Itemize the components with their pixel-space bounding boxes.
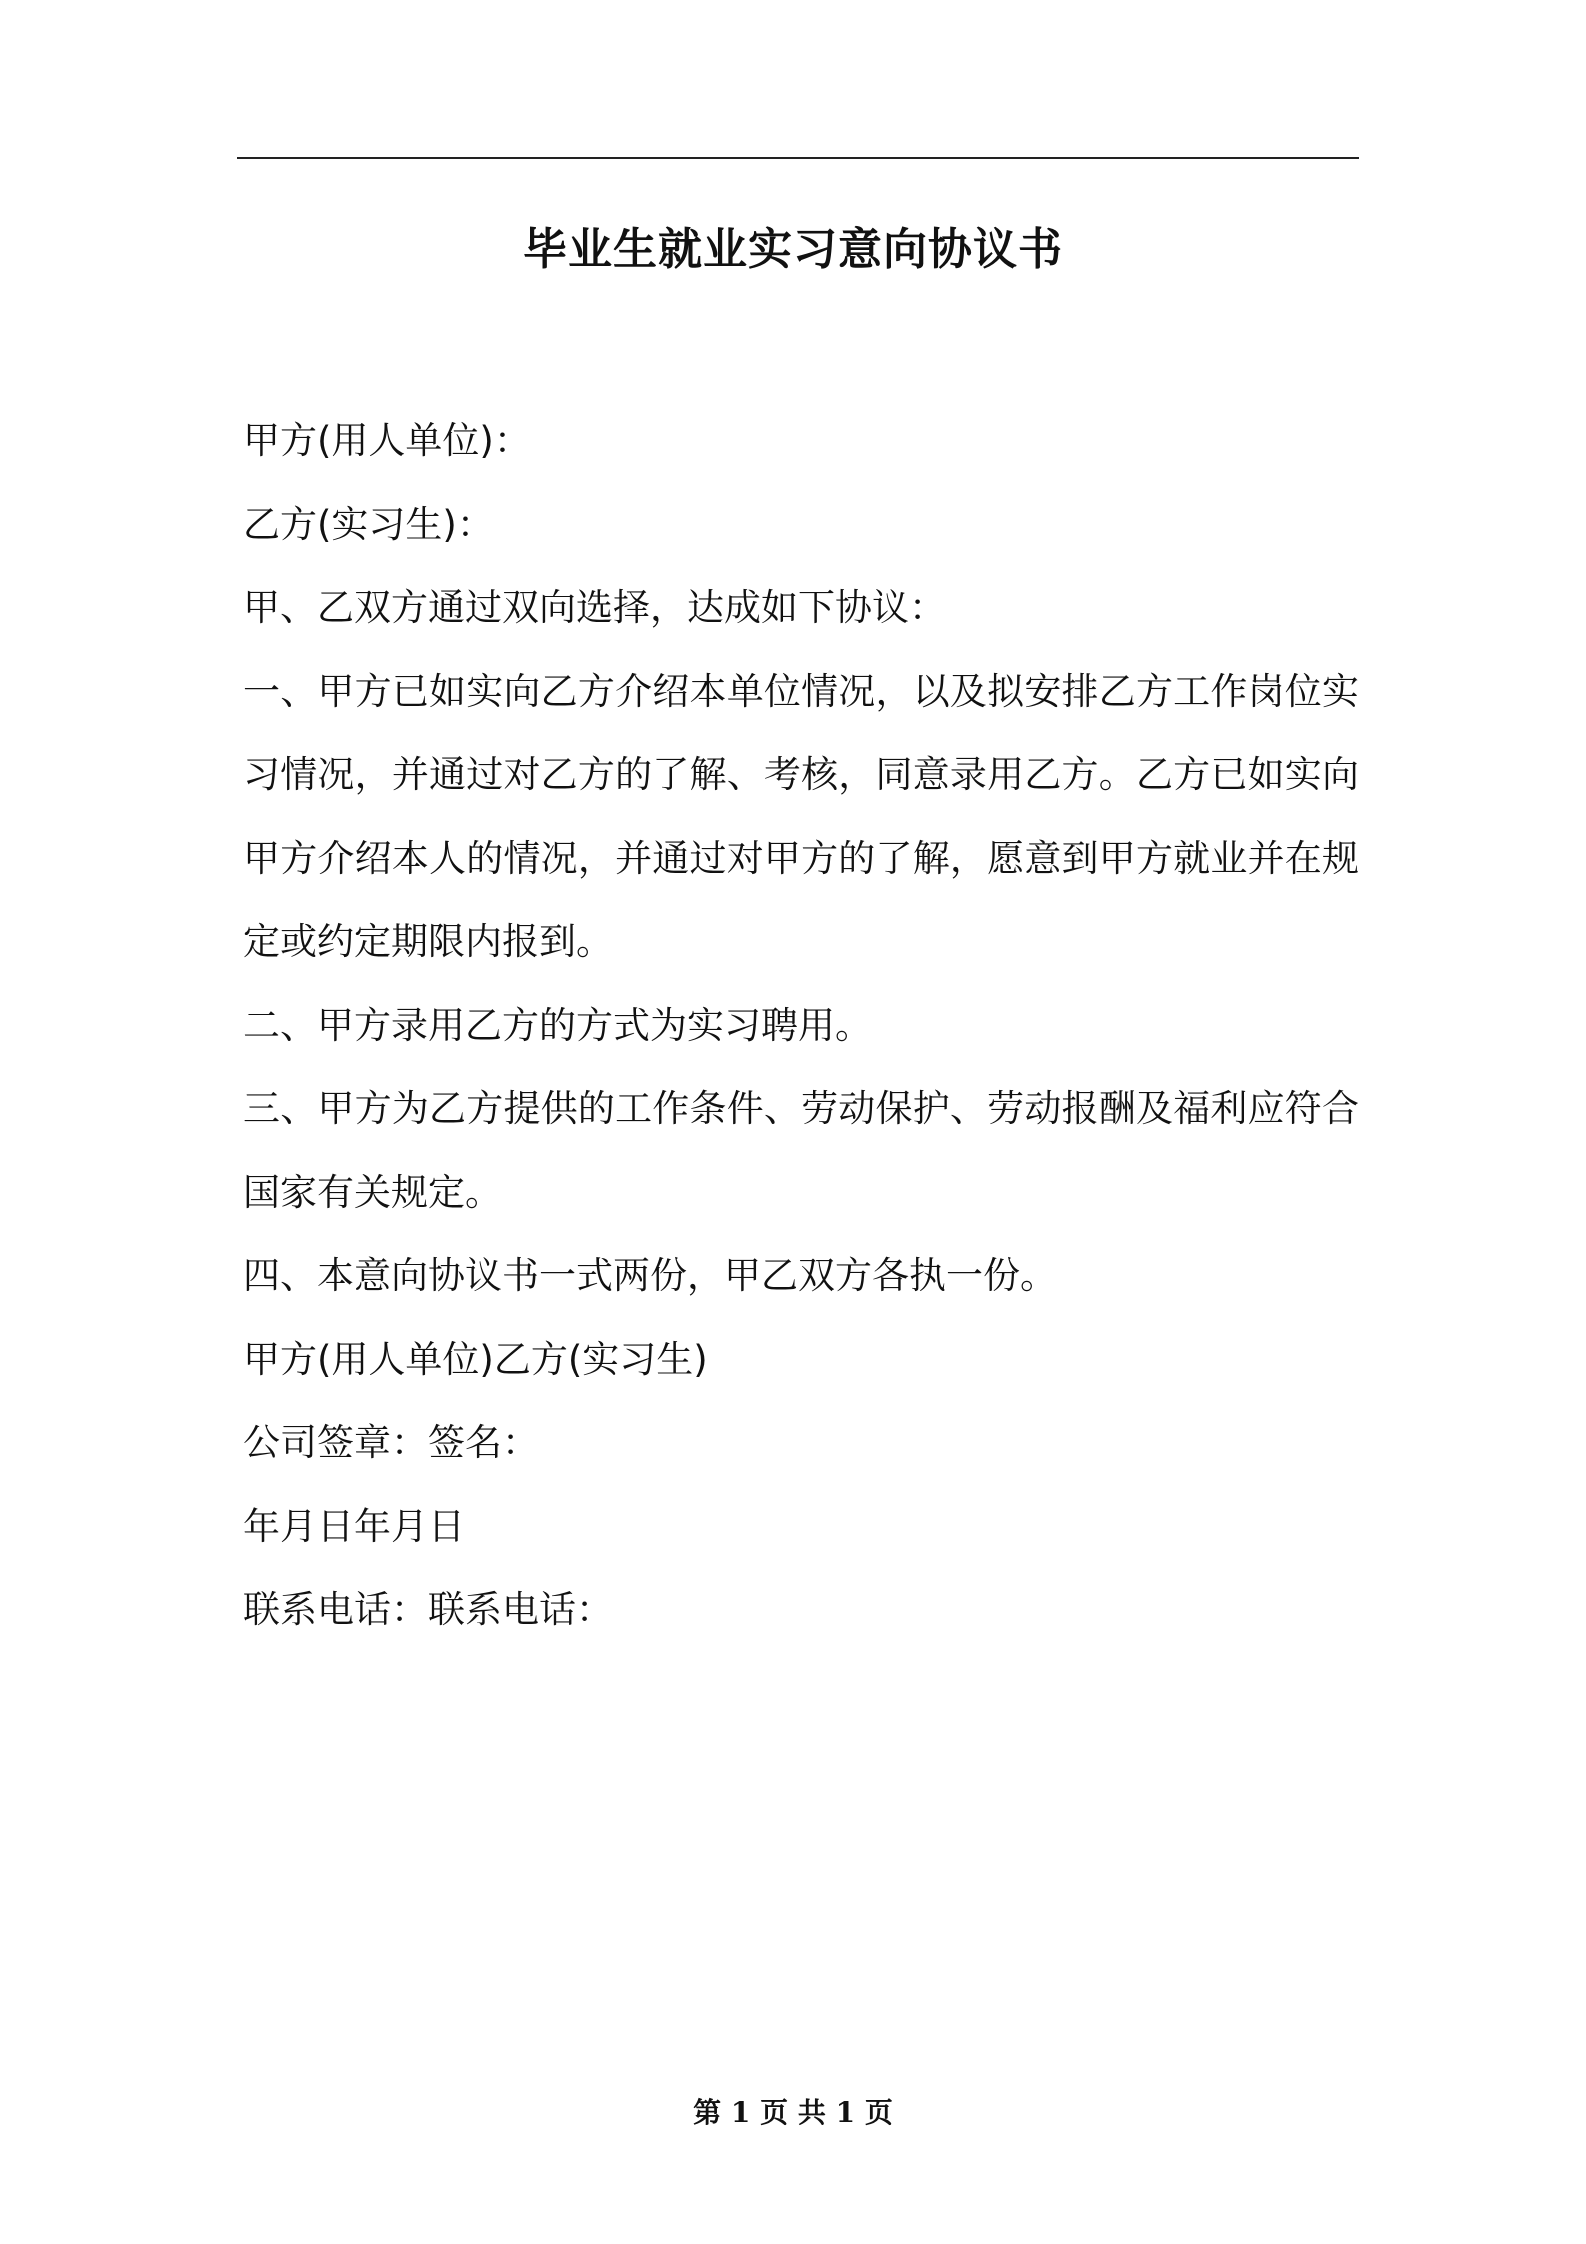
page-footer <box>0 2093 1586 2133</box>
agreement-intro: 甲、乙双方通过双向选择，达成如下协议： <box>243 586 946 629</box>
clause-4: 四、本意向协议书一式两份，甲乙双方各执一份。 <box>243 1254 1057 1297</box>
clause-1: 一、甲方已如实向乙方介绍本单位情况，以及拟安排乙方工作岗位实习情况，并通过对乙方的了解、考核，同意录用乙方。乙方已如实向甲方介绍本人的情况，并通过对甲方的了解，愿意到甲方就业并在规定或约定期限内报到。 <box>243 669 1359 963</box>
contact-phone-line: 联系电话：联系电话： <box>243 1588 613 1631</box>
document-title: 毕业生就业实习意向协议书 <box>523 224 1063 275</box>
document-body <box>243 399 1359 1652</box>
signature-parties-line: 甲方(用人单位)乙方(实习生) <box>243 1337 708 1381</box>
party-a-line: 甲方(用人单位)： <box>243 419 531 462</box>
clause-2: 二、甲方录用乙方的方式为实习聘用。 <box>243 1003 872 1047</box>
signature-date-line: 年月日年月日 <box>243 1504 465 1548</box>
party-b-line: 乙方(实习生)： <box>243 502 494 546</box>
clause-3: 三、甲方为乙方提供的工作条件、劳动保护、劳动报酬及福利应符合国家有关规定。 <box>243 1087 1359 1214</box>
page-number-label: 第 1 页 共 1 页 <box>693 2096 893 2129</box>
header-rule <box>237 157 1359 159</box>
signature-seal-line: 公司签章：签名： <box>243 1421 539 1464</box>
